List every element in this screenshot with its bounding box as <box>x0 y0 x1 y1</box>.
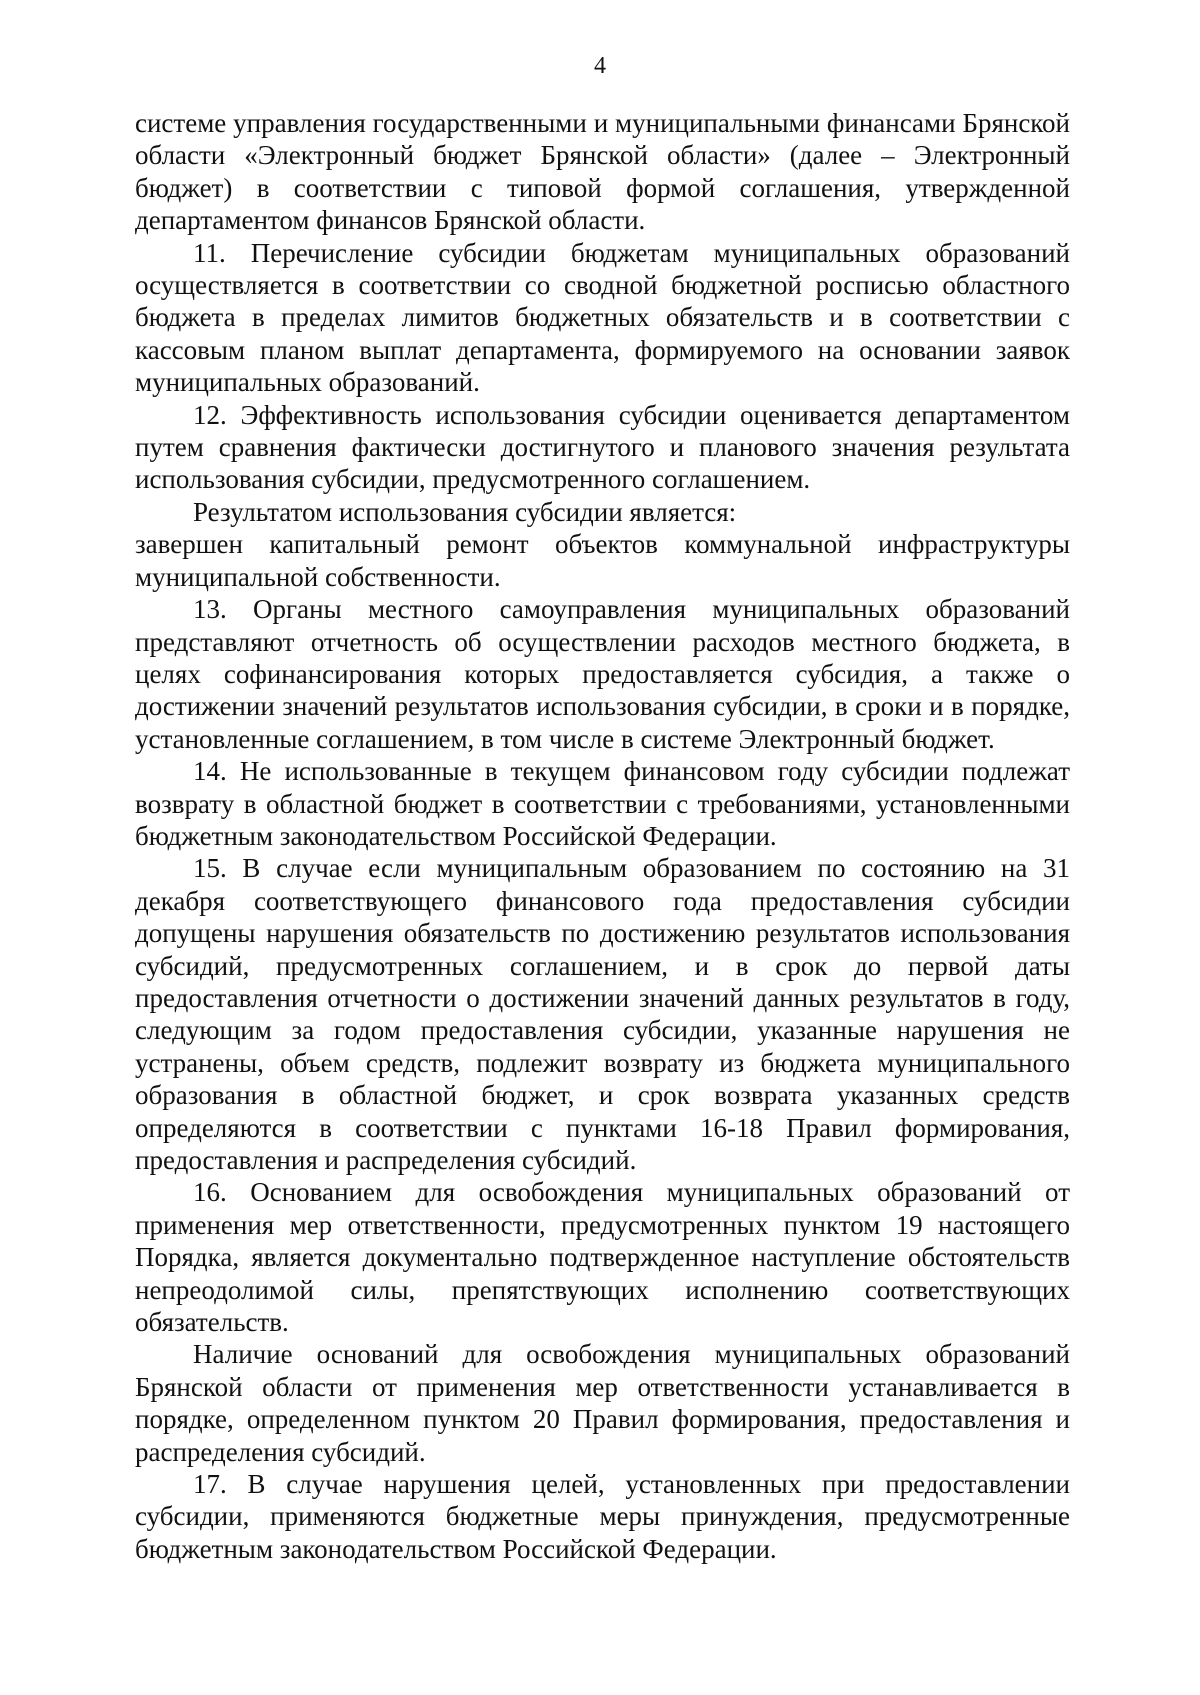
paragraph-13: 13. Органы местного самоуправления муниципальных образований представляют отчетность об осуществлении расходов местного бюджета, в целях софинансирования которых предоставляется субсидия, а также о достижении значений результатов использования субсидии, в сроки и в порядке, установленные соглашением, в том числе в системе Электронный бюджет. <box>135 594 1070 754</box>
paragraph-11: 11. Перечисление субсидии бюджетам муниципальных образований осуществляется в соответствии со сводной бюджетной росписью областного бюджета в пределах лимитов бюджетных обязательств и в соответствии с кассовым планом выплат департамента, формируемого на основании заявок муниципальных образований. <box>135 237 1070 398</box>
paragraph-15: 15. В случае если муниципальным образованием по состоянию на 31 декабря соответствующего финансового года предоставления субсидии допущены нарушения обязательств по достижению результатов использования субсидий, предусмотренных соглашением, и в срок до первой даты предоставления отчетности о достижении значений данных результатов в году, следующим за годом предоставления субсидии, указанные нарушения не устранены, объем средств, подлежит возврату из бюджета муниципального образования в областной бюджет, и срок возврата указанных средств определяются в соответствии с пунктами 16-18 Правил формирования, предоставления и распределения субсидий. <box>135 853 1070 1175</box>
page-number: 4 <box>594 53 606 79</box>
paragraph-12-result-heading: Результатом использования субсидии является: <box>193 496 737 527</box>
paragraph-12: 12. Эффективность использования субсидии оценивается департаментом путем сравнения фактически достигнутого и планового значения результата использования субсидии, предусмотренного соглашением. <box>135 399 1070 495</box>
paragraph-12-result-item: завершен капитальный ремонт объектов коммунальной инфраструктуры муниципальной собственности. <box>135 529 1070 592</box>
paragraph-continuation: системе управления государственными и муниципальными финансами Брянской области «Электронный бюджет Брянской области» (далее – Электронный бюджет) в соответствии с типовой формой соглашения, утвержденной департаментом финансов Брянской области. <box>135 108 1070 236</box>
paragraph-14: 14. Не использованные в текущем финансовом году субсидии подлежат возврату в областной бюджет в соответствии с требованиями, установленными бюджетным законодательством Российской Федерации. <box>135 756 1070 851</box>
paragraph-17: 17. В случае нарушения целей, установленных при предоставлении субсидии, применяются бюджетные меры принуждения, предусмотренные бюджетным законодательством Российской Федерации. <box>135 1469 1070 1564</box>
paragraph-16: 16. Основанием для освобождения муниципальных образований от применения мер ответственности, предусмотренных пунктом 19 настоящего Порядка, является документально подтвержденное наступление обстоятельств непреодолимой силы, препятствующих исполнению соответствующих обязательств. <box>135 1177 1070 1338</box>
document-body <box>135 107 1070 1565</box>
paragraph-16-grounds: Наличие оснований для освобождения муниципальных образований Брянской области от применения мер ответственности устанавливается в порядке, определенном пунктом 20 Правил формирования, предоставления и распределения субсидий. <box>135 1339 1070 1467</box>
